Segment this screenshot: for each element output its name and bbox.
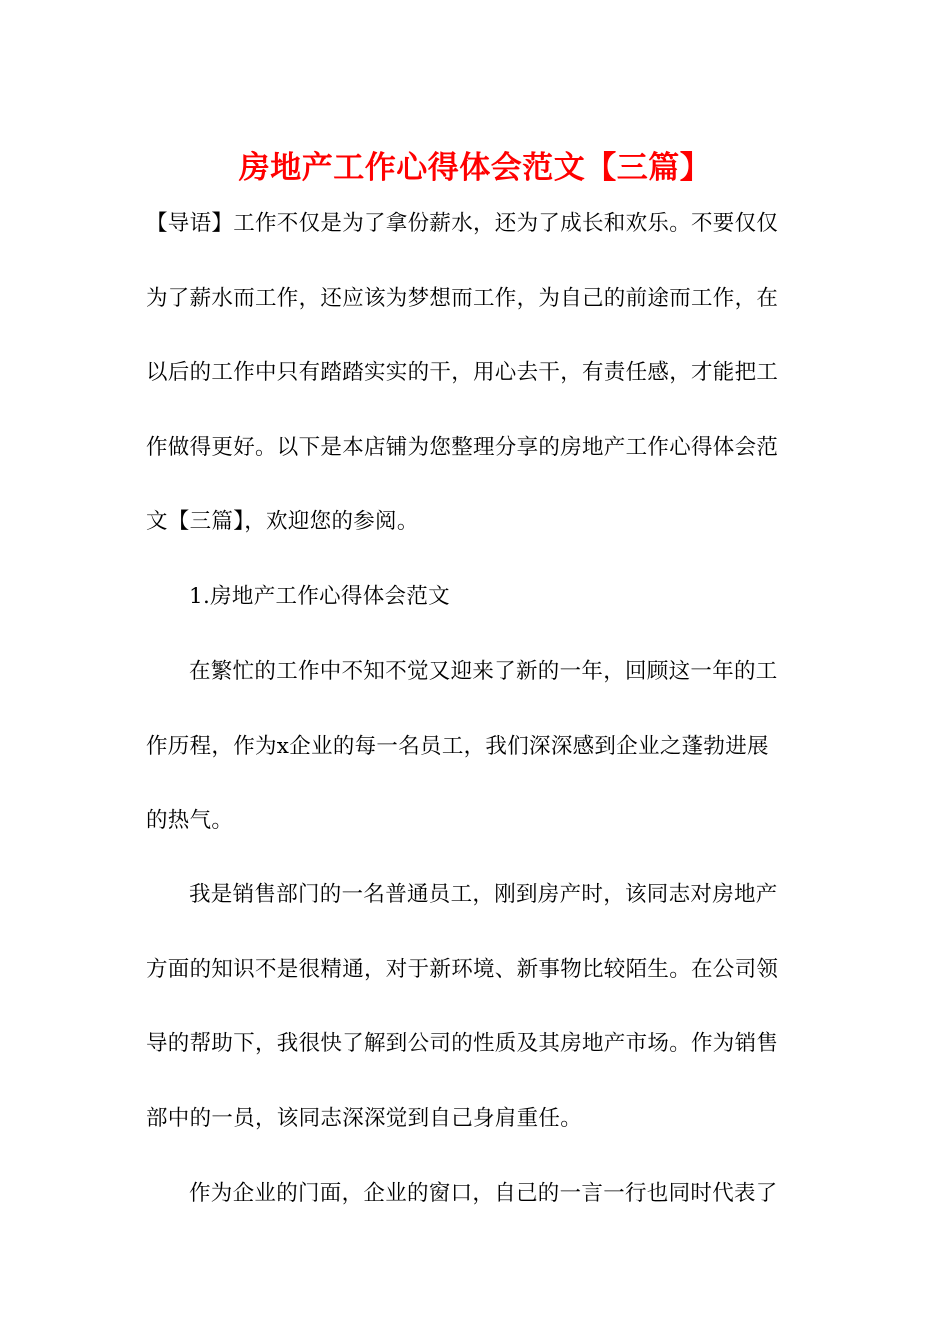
intro-paragraph bbox=[146, 187, 792, 560]
body-paragraph-1 bbox=[146, 635, 792, 859]
section-heading: 1.房地产工作心得体会范文 bbox=[189, 584, 450, 609]
section-heading-block bbox=[146, 560, 792, 635]
paragraph-line: 导的帮助下，我很快了解到公司的性质及其房地产市场。作为销售 bbox=[146, 1031, 779, 1057]
paragraph-line: 方面的知识不是很精通，对于新环境、新事物比较陌生。在公司领 bbox=[146, 956, 779, 982]
paragraph-line: 在繁忙的工作中不知不觉又迎来了新的一年，回顾这一年的工 bbox=[189, 659, 778, 684]
body-paragraph-3 bbox=[146, 1157, 792, 1232]
intro-line: 文【三篇】，欢迎您的参阅。 bbox=[146, 509, 419, 535]
intro-line: 为了薪水而工作，还应该为梦想而工作，为自己的前途而工作，在 bbox=[146, 285, 779, 311]
intro-line: 作做得更好。以下是本店铺为您整理分享的房地产工作心得体会范 bbox=[146, 434, 779, 460]
body-paragraph-2 bbox=[146, 858, 792, 1156]
document-title: 房地产工作心得体会范文【三篇】 bbox=[238, 150, 712, 186]
paragraph-line: 作历程，作为x企业的每一名员工，我们深深感到企业之蓬勃进展 bbox=[146, 733, 769, 759]
intro-line: 以后的工作中只有踏踏实实的干，用心去干，有责任感，才能把工 bbox=[146, 360, 779, 386]
paragraph-line: 作为企业的门面，企业的窗口，自己的一言一行也同时代表了 bbox=[189, 1181, 778, 1206]
intro-line: 【导语】工作不仅是为了拿份薪水，还为了成长和欢乐。不要仅仅 bbox=[146, 211, 779, 236]
paragraph-line: 部中的一员，该同志深深觉到自己身肩重任。 bbox=[146, 1105, 583, 1131]
paragraph-line: 的热气。 bbox=[146, 808, 234, 834]
paragraph-line: 我是销售部门的一名普通员工，刚到房产时，该同志对房地产 bbox=[189, 882, 778, 907]
